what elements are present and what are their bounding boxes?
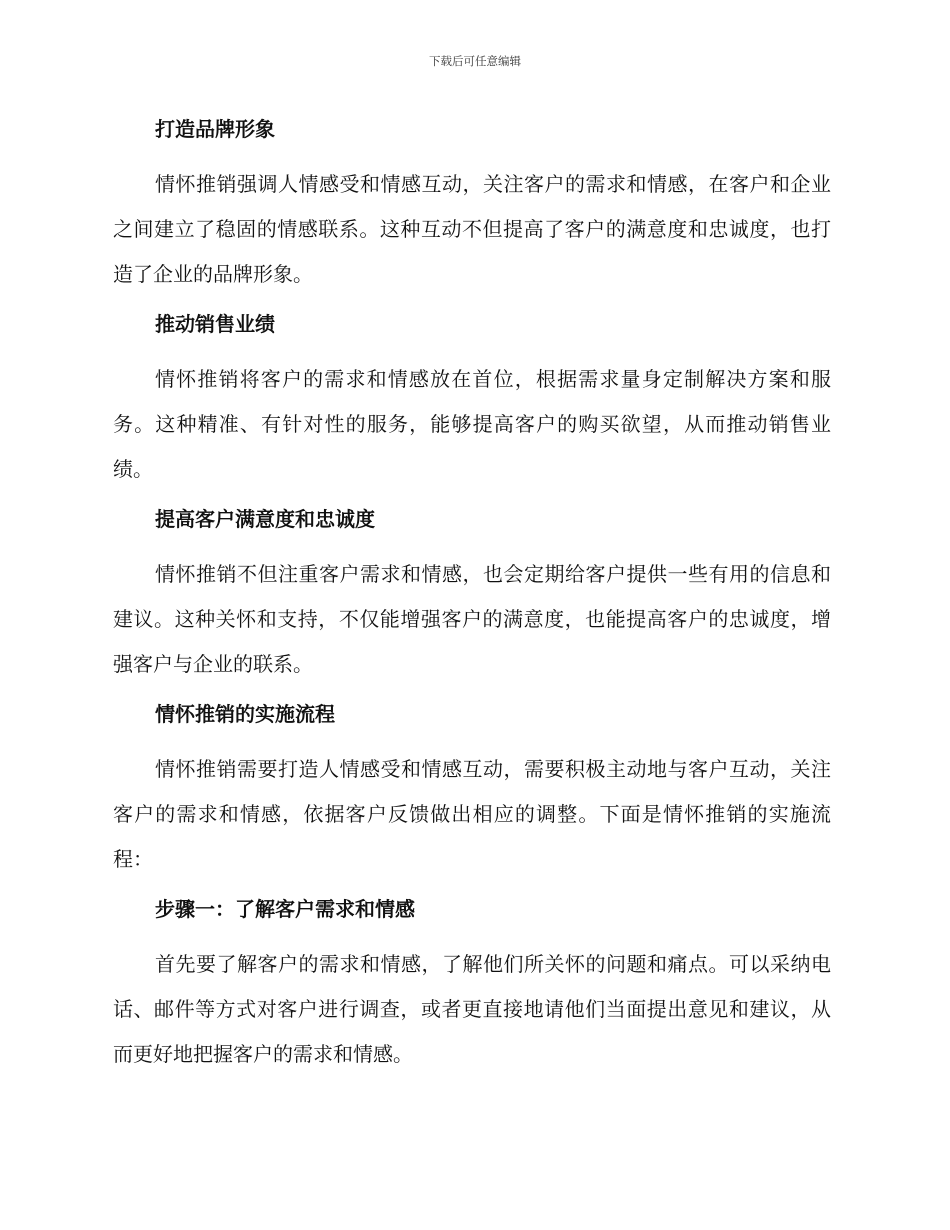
- section-paragraph-implementation-process: 情怀推销需要打造人情感受和情感互动，需要积极主动地与客户互动，关注客户的需求和情感，依据客户反馈做出相应的调整。下面是情怀推销的实施流程：: [113, 757, 831, 871]
- section-paragraph-step-one: 首先要了解客户的需求和情感，了解他们所关怀的问题和痛点。可以采纳电话、邮件等方式对客户进行调查，或者更直接地请他们当面提出意见和建议，从而更好地把握客户的需求和情感。: [113, 952, 831, 1066]
- section-paragraph-brand-image: 情怀推销强调人情感受和情感互动，关注客户的需求和情感，在客户和企业之间建立了稳固的情感联系。这种互动不但提高了客户的满意度和忠诚度，也打造了企业的品牌形象。: [113, 172, 831, 286]
- page-header: 下载后可任意编辑: [429, 54, 521, 68]
- section-heading-brand-image: 打造品牌形象: [155, 117, 275, 141]
- document-body: [113, 114, 831, 1077]
- section-heading-step-one: 步骤一：了解客户需求和情感: [155, 897, 415, 921]
- section-heading-customer-satisfaction: 提高客户满意度和忠诚度: [155, 507, 375, 531]
- section-paragraph-customer-satisfaction: 情怀推销不但注重客户需求和情感，也会定期给客户提供一些有用的信息和建议。这种关怀和支持，不仅能增强客户的满意度，也能提高客户的忠诚度，增强客户与企业的联系。: [113, 562, 831, 676]
- section-heading-sales-performance: 推动销售业绩: [155, 312, 275, 336]
- section-paragraph-sales-performance: 情怀推销将客户的需求和情感放在首位，根据需求量身定制解决方案和服务。这种精准、有针对性的服务，能够提高客户的购买欲望，从而推动销售业绩。: [113, 367, 831, 481]
- section-heading-implementation-process: 情怀推销的实施流程: [155, 702, 335, 726]
